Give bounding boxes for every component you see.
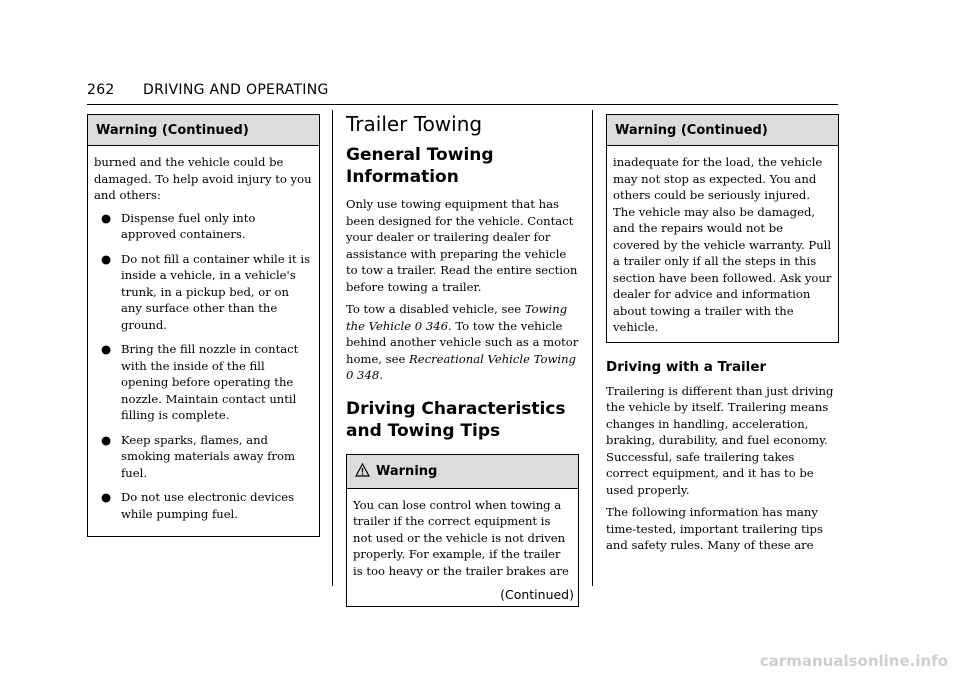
bullet-icon: ●	[101, 490, 112, 504]
section-title: DRIVING AND OPERATING	[143, 82, 329, 98]
subsection-heading: General Towing Information	[346, 145, 494, 187]
page-reference[interactable]: 0 348	[346, 368, 380, 382]
paragraph: The following information has many time-tested, important trailering tips and safety rules. Many of these are	[606, 505, 823, 552]
list-item: ● Bring the fill nozzle in contact with the inside of the fill opening before operating the nozzle. Maintain contact until filling is complete.	[101, 342, 299, 422]
bullet-icon: ●	[101, 251, 112, 266]
warning-title: Warning (Continued)	[88, 115, 319, 146]
continued-label: (Continued)	[500, 587, 574, 602]
cross-reference-link[interactable]: Recreational Vehicle Towing	[409, 351, 576, 366]
bullet-icon: ●	[101, 432, 112, 447]
subsection-heading: Driving Characteristics and Towing Tips	[346, 398, 566, 441]
section-heading: Trailer Towing	[346, 112, 483, 136]
bullet-icon: ●	[101, 342, 112, 356]
warning-box	[346, 454, 579, 608]
warning-body: You can lose control when towing a trailer if the correct equipment is not used or the vehicle is not driven properly. For example, if the trailer is too heavy or the trailer brakes are	[353, 497, 569, 578]
bullet-list	[94, 210, 313, 523]
bullet-icon: ●	[101, 210, 112, 225]
column-3	[606, 114, 839, 560]
warning-box-continued	[87, 114, 320, 537]
column-divider	[332, 110, 333, 586]
paragraph: To tow a disabled vehicle, see Towing the Vehicle 0 346. To tow the vehicle behind another vehicle such as a motor home, see Recreational Vehicle Towing 0 348.	[346, 302, 579, 382]
warning-body	[88, 146, 319, 536]
cross-reference-link[interactable]: Towing the Vehicle	[346, 302, 568, 333]
page-number: 262	[87, 82, 115, 98]
list-item: ● Do not use electronic devices while pumping fuel.	[101, 490, 295, 521]
subsection-heading: Driving with a Trailer	[606, 358, 767, 375]
warning-intro: burned and the vehicle could be damaged. To help avoid injury to you and others:	[94, 155, 312, 202]
column-divider	[592, 110, 593, 586]
paragraph: Trailering is different than just driving the vehicle by itself. Trailering means changes in handling, acceleration, braking, durability, and fuel economy. Successful, safe trailering takes correct equipment, and it has to be used properly.	[606, 383, 834, 497]
page-reference[interactable]: 0 346	[411, 318, 448, 333]
list-item: ● Dispense fuel only into approved containers.	[101, 210, 256, 241]
column-1	[87, 114, 320, 537]
warning-triangle-icon	[355, 463, 370, 481]
warning-box-continued	[606, 114, 839, 343]
column-2	[346, 112, 579, 607]
list-item: ● Keep sparks, flames, and smoking materials away from fuel.	[101, 432, 295, 480]
warning-title: Warning (Continued)	[607, 115, 838, 146]
page-header	[87, 82, 838, 105]
paragraph: Only use towing equipment that has been designed for the vehicle. Contact your dealer or trailering dealer for assistance with preparing the vehicle to tow a trailer. Read the entire section before towing a trailer.	[346, 197, 578, 294]
warning-title: Warning	[347, 455, 578, 489]
warning-body: inadequate for the load, the vehicle may not stop as expected. You and others could be seriously injured. The vehicle may also be damaged, and the repairs would not be covered by the vehicle warranty. Pull a trailer only if all the steps in this section have been followed. Ask your dealer for advice and information about towing a trailer with the vehicle.	[613, 155, 832, 334]
list-item: ● Do not fill a container while it is inside a vehicle, in a vehicle's trunk, in a pickup bed, or on any surface other than the ground.	[101, 251, 311, 332]
watermark: carmanualsonline.info	[759, 652, 948, 670]
